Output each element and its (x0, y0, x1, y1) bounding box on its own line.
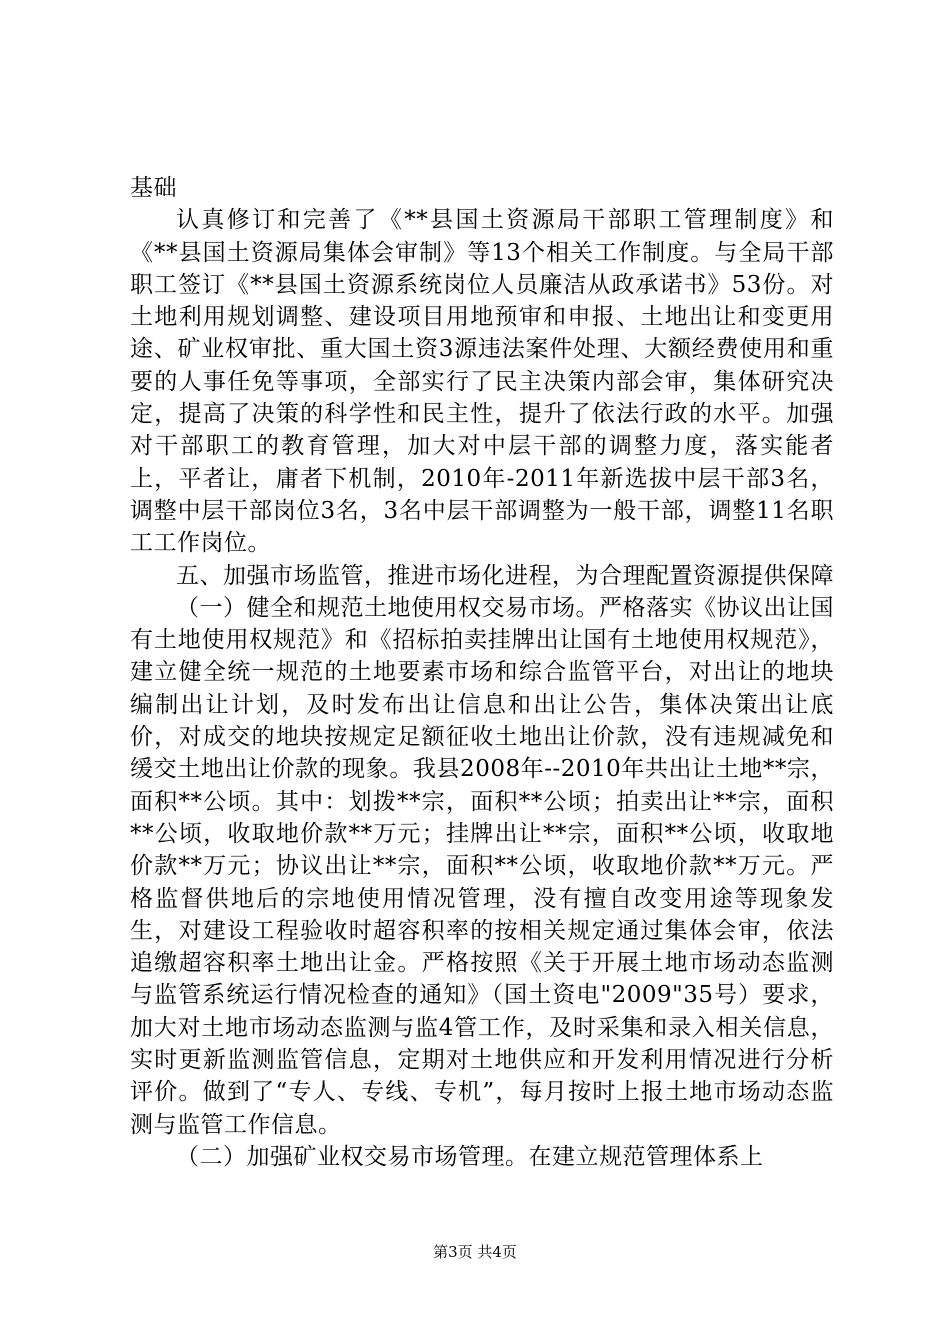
paragraph-land-market: （一）健全和规范土地使用权交易市场。严格落实《协议出让国有土地使用权规范》和《招标拍卖挂牌出让国有土地使用权规范》，建立健全统一规范的土地要素市场和综合监管平台，对出让的地块编制出让计划，及时发布出让信息和出让公告，集体决策出让底价，对成交的地块按规定足额征收土地出让价款，没有违规减免和缓交土地出让价款的现象。我县2008年--2010年共出让土地**宗，面积**公顷。其中：划拨**宗，面积**公顷；拍卖出让**宗，面积**公顷，收取地价款**万元；挂牌出让**宗，面积**公顷，收取地价款**万元；协议出让**宗，面积**公顷，收取地价款**万元。严格监督供地后的宗地使用情况管理，没有擅自改变用途等现象发生，对建设工程验收时超容积率的按相关规定通过集体会审，依法追缴超容积率土地出让金。严格按照《关于开展土地市场动态监测与监管系统运行情况检查的通知》（国土资电"2009"35号）要求，加大对土地市场动态监测与监4管工作，及时采集和录入相关信息，实时更新监测监管信息，定期对土地供应和开发利用情况进行分析评价。做到了“专人、专线、专机”，每月按时上报土地市场动态监测与监管工作信息。 (130, 594, 834, 1138)
section-heading-market-supervision: 五、加强市场监管，推进市场化进程，为合理配置资源提供保障 (176, 562, 834, 589)
page-footer: 第3页 共4页 (433, 1243, 517, 1261)
document-body (130, 172, 834, 1173)
paragraph-continuation: 基础 (130, 175, 177, 201)
paragraph-mining-rights: （二）加强矿业权交易市场管理。在建立规范管理体系上 (176, 1143, 764, 1170)
paragraph-system-building: 认真修订和完善了《**县国土资源局干部职工管理制度》和《**县国土资源局集体会审制》等13个相关工作制度。与全局干部职工签订《**县国土资源系统岗位人员廉洁从政承诺书》53份。对土地利用规划调整、建设项目用地预审和申报、土地出让和变更用途、矿业权审批、重大国土资3源违法案件处理、大额经费使用和重要的人事任免等事项，全部实行了民主决策内部会审，集体研究决定，提高了决策的科学性和民主性，提升了依法行政的水平。加强对干部职工的教育管理，加大对中层干部的调整力度，落实能者上，平者让，庸者下机制，2010年-2011年新选拔中层干部3名，调整中层干部岗位3名，3名中层干部调整为一般干部，调整11名职工工作岗位。 (130, 207, 834, 557)
